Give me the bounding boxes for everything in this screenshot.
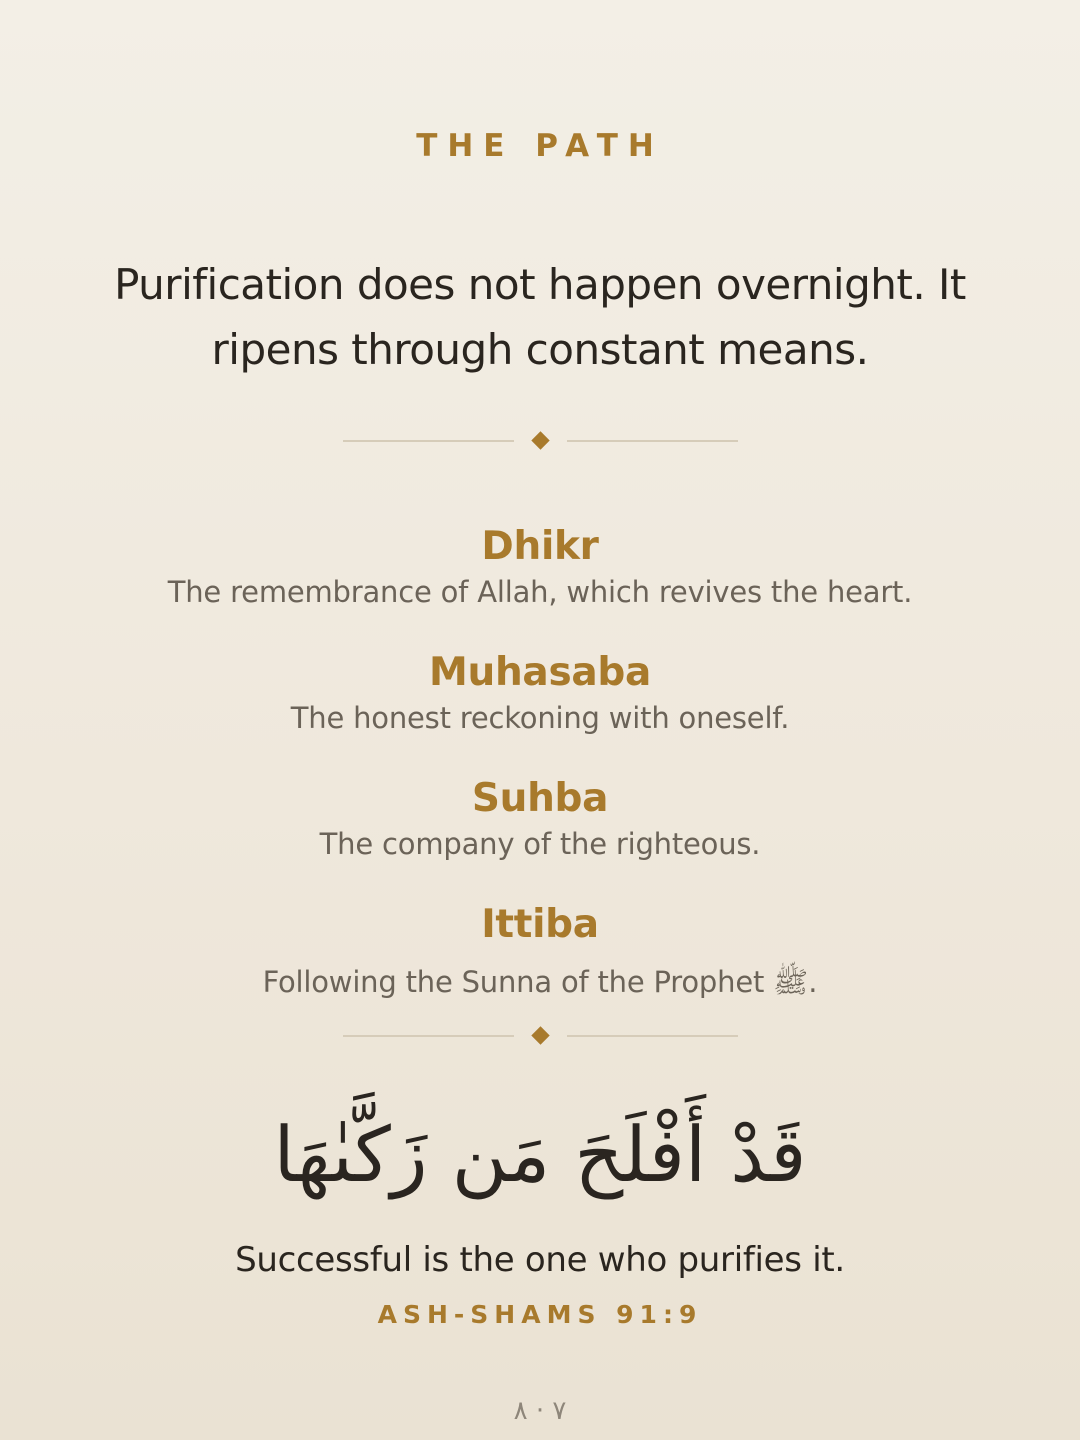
practice-description-muhasaba: The honest reckoning with oneself. (290, 701, 790, 735)
section-kicker: THE PATH (416, 128, 664, 164)
practice-title-dhikr: Dhikr (481, 524, 599, 569)
ornament-divider-bottom (343, 1026, 738, 1046)
lead-statement: Purification does not happen overnight. It ripens through constant means. (114, 260, 966, 374)
divider-line (567, 1035, 738, 1037)
ornament-divider-top (343, 431, 738, 451)
divider-line (343, 1035, 514, 1037)
practice-title-muhasaba: Muhasaba (428, 650, 652, 695)
practice-description-ittiba: Following the Sunna of the Prophet ﷺ. (262, 965, 818, 999)
verse-reference: ASH-SHAMS 91:9 (377, 1300, 703, 1329)
verse-translation: Successful is the one who purifies it. (235, 1240, 845, 1280)
practice-title-ittiba: Ittiba (481, 902, 599, 947)
divider-line (343, 440, 514, 442)
practice-description-dhikr: The remembrance of Allah, which revives the heart. (167, 575, 913, 609)
practice-description-suhba: The company of the righteous. (319, 827, 761, 861)
practice-title-suhba: Suhba (471, 776, 609, 821)
divider-line (567, 440, 738, 442)
diamond-icon (531, 1026, 549, 1044)
page-number: ٧ · ٨ (513, 1396, 567, 1426)
diamond-icon (531, 431, 549, 449)
quran-verse-arabic: قَدْ أَفْلَحَ مَن زَكَّىٰهَا (273, 1110, 807, 1199)
